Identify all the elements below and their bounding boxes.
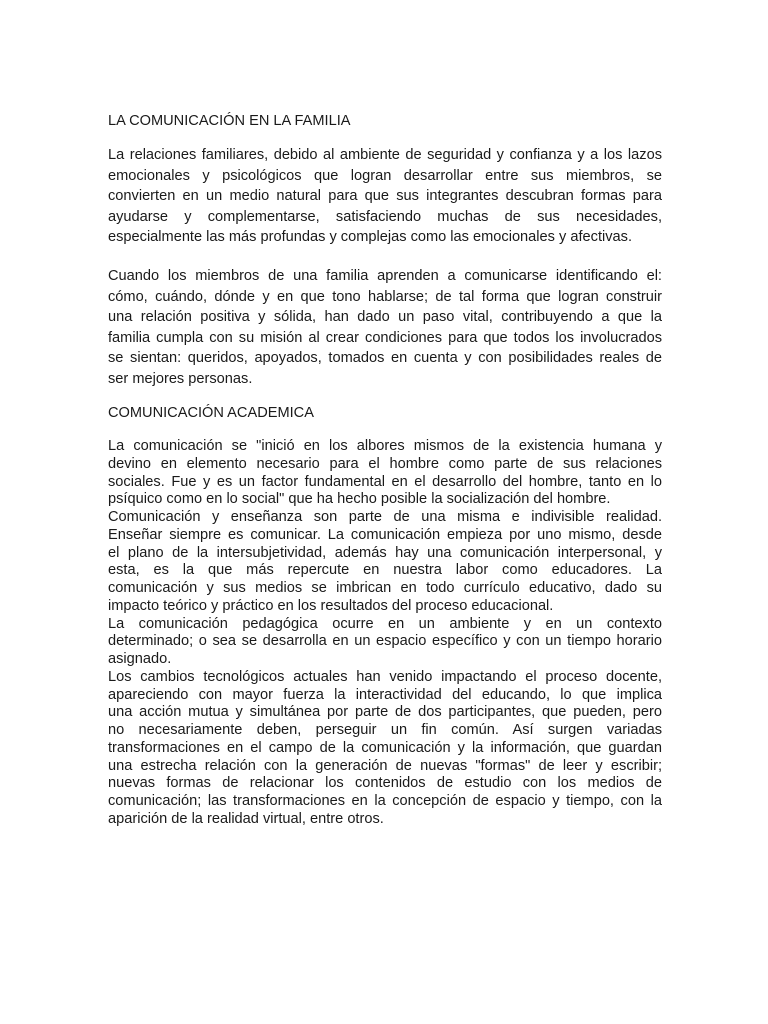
paragraph-academica-2 bbox=[108, 509, 662, 616]
paragraph-line: La comunicación pedagógica ocurre en un ambiente y en un contexto bbox=[108, 615, 662, 632]
paragraph-familia-2 bbox=[108, 266, 662, 390]
paragraph-line: aparición de la realidad virtual, entre otros. bbox=[108, 810, 384, 827]
paragraph-line: no necesariamente deben, perseguir un fin común. Así surgen variadas bbox=[108, 722, 662, 738]
section-title-academica: COMUNICACIÓN ACADEMICA bbox=[108, 405, 314, 421]
paragraph-line: Comunicación y enseñanza son parte de una misma e indivisible realidad. bbox=[108, 509, 662, 525]
paragraph-line: La comunicación se "inició en los albores mismos de la existencia humana y bbox=[108, 438, 662, 454]
paragraph-line: comunicación y sus medios se imbrican en todo currículo educativo, dado su bbox=[108, 580, 662, 596]
paragraph-line: comunicación; las transformaciones en la concepción de espacio y tiempo, con la bbox=[108, 793, 662, 809]
paragraph-line: especialmente las más profundas y complejas como las emocionales y afectivas. bbox=[108, 229, 632, 246]
paragraph-line: una acción mutua y simultánea por parte de dos participantes, que pueden, pero bbox=[108, 704, 662, 721]
paragraph-academica-3 bbox=[108, 616, 662, 669]
paragraph-line: Cuando los miembros de una familia aprenden a comunicarse identificando el: bbox=[108, 268, 662, 284]
paragraph-academica-4 bbox=[108, 669, 662, 829]
paragraph-line: asignado. bbox=[108, 651, 172, 667]
paragraph-line: Los cambios tecnológicos actuales han venido impactando el proceso docente, bbox=[108, 668, 662, 685]
paragraph-line: una relación positiva y sólida, han dado un paso vital, contribuyendo a que la bbox=[108, 309, 662, 326]
paragraph-line: emocionales y psicológicos que logran desarrollar entre sus miembros, se bbox=[108, 167, 662, 184]
paragraph-line: determinado; o sea se desarrolla en un espacio específico y con un tiempo horario bbox=[108, 633, 662, 650]
paragraph-line: impacto teórico y práctico en los resultados del proceso educacional. bbox=[108, 597, 554, 614]
paragraph-line: cómo, cuándo, dónde y en que tono hablarse; de tal forma que logran construir bbox=[108, 288, 662, 305]
paragraph-academica-1 bbox=[108, 438, 662, 509]
paragraph-line: apareciendo con mayor fuerza la interactividad del educando, lo que implica bbox=[108, 686, 662, 703]
section-title-familia: LA COMUNICACIÓN EN LA FAMILIA bbox=[108, 113, 351, 129]
paragraph-line: convierten en un medio natural para que sus integrantes descubran formas para bbox=[108, 188, 662, 205]
paragraph-line: ser mejores personas. bbox=[108, 370, 253, 387]
paragraph-line: nuevas formas de relacionar los contenidos de estudio con los medios de bbox=[108, 775, 662, 792]
paragraph-line: esta, es la que más repercute en nuestra labor como educadores. La bbox=[108, 562, 662, 579]
paragraph-line: sociales. Fue y es un factor fundamental en el desarrollo del hombre, tanto en lo bbox=[108, 473, 662, 490]
paragraph-line: se sientan: queridos, apoyados, tomados en cuenta y con posibilidades reales de bbox=[108, 350, 662, 367]
paragraph-line: transformaciones en el campo de la comunicación y la información, que guardan bbox=[108, 739, 662, 756]
paragraph-line: devino en elemento necesario para el hombre como parte de sus relaciones bbox=[108, 455, 662, 472]
paragraph-line: una estrecha relación con la generación de nuevas "formas" de leer y escribir; bbox=[108, 757, 662, 774]
paragraph-line: Enseñar siempre es comunicar. La comunicación empieza por uno mismo, desde bbox=[108, 526, 662, 543]
paragraph-line: familia cumpla con su misión al crear condiciones para que todos los involucrados bbox=[108, 329, 662, 346]
paragraph-line: ayudarse y complementarse, satisfaciendo muchas de sus necesidades, bbox=[108, 208, 662, 225]
paragraph-line: La relaciones familiares, debido al ambiente de seguridad y confianza y a los lazos bbox=[108, 147, 662, 163]
paragraph-line: el plano de la intersubjetividad, además hay una comunicación interpersonal, y bbox=[108, 544, 662, 561]
paragraph-line: psíquico como en lo social" que ha hecho posible la socialización del hombre. bbox=[108, 491, 611, 508]
paragraph-familia-1 bbox=[108, 145, 662, 248]
